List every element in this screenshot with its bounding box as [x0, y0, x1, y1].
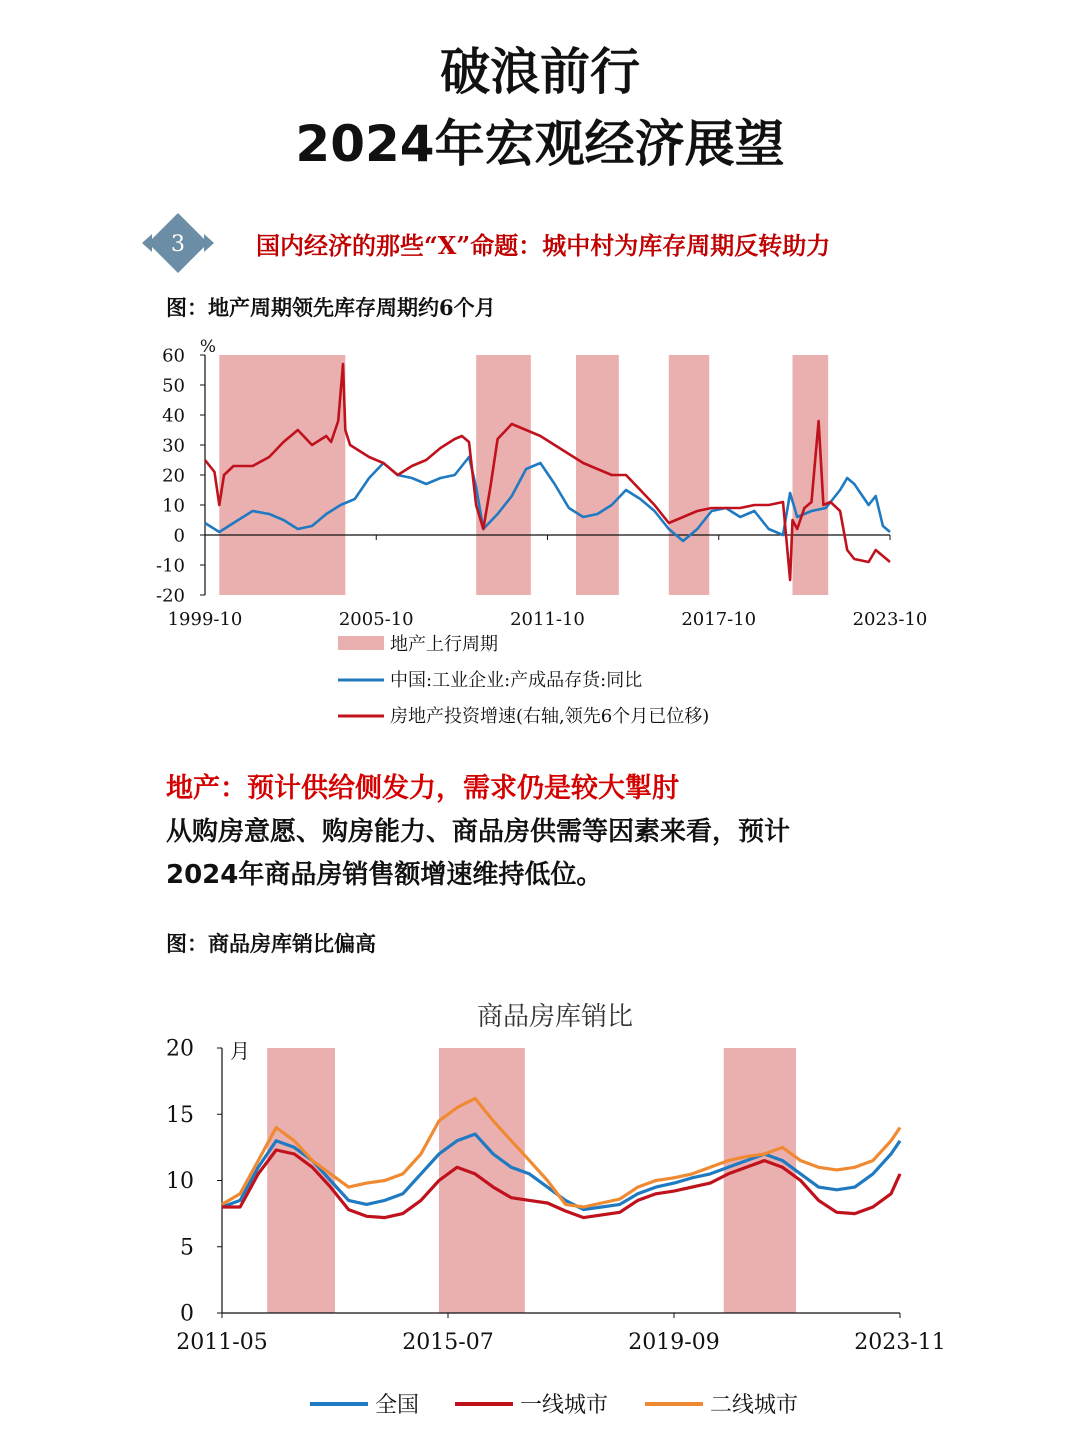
y-tick-label: 10: [162, 495, 185, 517]
y-tick-label: 20: [162, 465, 185, 487]
y-tick-label: 60: [162, 345, 185, 367]
section-number: 3: [171, 232, 185, 257]
y-tick-label: 0: [173, 525, 185, 547]
y-tick-label: 50: [162, 375, 185, 397]
y-tick-label: 40: [162, 405, 185, 427]
chart-inventory-sales-ratio: [150, 990, 960, 1430]
x-tick-label: 2019-09: [628, 1330, 720, 1355]
section-title: 国内经济的那些“X”命题：城中村为库存周期反转助力: [256, 231, 831, 260]
legend-label-series-2: 一线城市: [520, 1393, 609, 1418]
x-tick-label: 2005-10: [338, 609, 414, 630]
legend-label-shaded: 地产上行周期: [390, 634, 498, 655]
y-tick-label: -20: [156, 585, 185, 607]
legend-label-series-1: 全国: [375, 1393, 420, 1418]
shaded-period-1: [219, 355, 345, 595]
chart-real-estate-vs-inventory: [150, 330, 950, 740]
shaded-period-4: [669, 355, 709, 595]
legend-label-series-3: 二线城市: [710, 1393, 799, 1418]
y-tick-label: 0: [180, 1301, 194, 1327]
y-tick-label: 20: [166, 1036, 194, 1062]
legend-swatch-shaded: [338, 636, 384, 650]
shaded-period-3: [724, 1048, 796, 1313]
figure1-caption: 图：地产周期领先库存周期约6个月: [166, 295, 496, 320]
body-text-line1: 从购房意愿、购房能力、商品房供需等因素来看，预计: [166, 817, 791, 847]
body-text-line2: 2024年商品房销售额增速维持低位。: [166, 860, 603, 890]
x-tick-label: 2011-05: [176, 1330, 268, 1355]
section-subhead: 地产：预计供给侧发力，需求仍是较大掣肘: [166, 773, 679, 804]
page-title-line1: 破浪前行: [440, 43, 640, 101]
y-tick-label: 5: [180, 1235, 194, 1261]
x-tick-label: 2023-10: [852, 609, 928, 630]
y-axis-unit-label: 月: [230, 1039, 250, 1063]
chart-title: 商品房库销比: [476, 1002, 634, 1032]
x-tick-label: 2017-10: [681, 609, 757, 630]
y-axis-unit-label: %: [199, 337, 217, 357]
legend-label-series-1: 中国:工业企业:产成品存货:同比: [390, 670, 643, 691]
y-tick-label: 15: [166, 1102, 194, 1128]
legend-label-series-2: 房地产投资增速(右轴,领先6个月已位移): [390, 706, 710, 727]
y-tick-label: -10: [156, 555, 185, 577]
x-tick-label: 2015-07: [402, 1330, 494, 1355]
x-tick-label: 2011-10: [510, 609, 585, 630]
page-title-line2: 2024年宏观经济展望: [295, 115, 785, 173]
x-tick-label: 2023-11: [854, 1330, 946, 1355]
section-number-badge: [142, 212, 214, 274]
x-tick-label: 1999-10: [167, 609, 243, 630]
y-tick-label: 10: [166, 1169, 194, 1195]
figure2-caption: 图：商品房库销比偏高: [166, 931, 376, 956]
y-tick-label: 30: [162, 435, 185, 457]
